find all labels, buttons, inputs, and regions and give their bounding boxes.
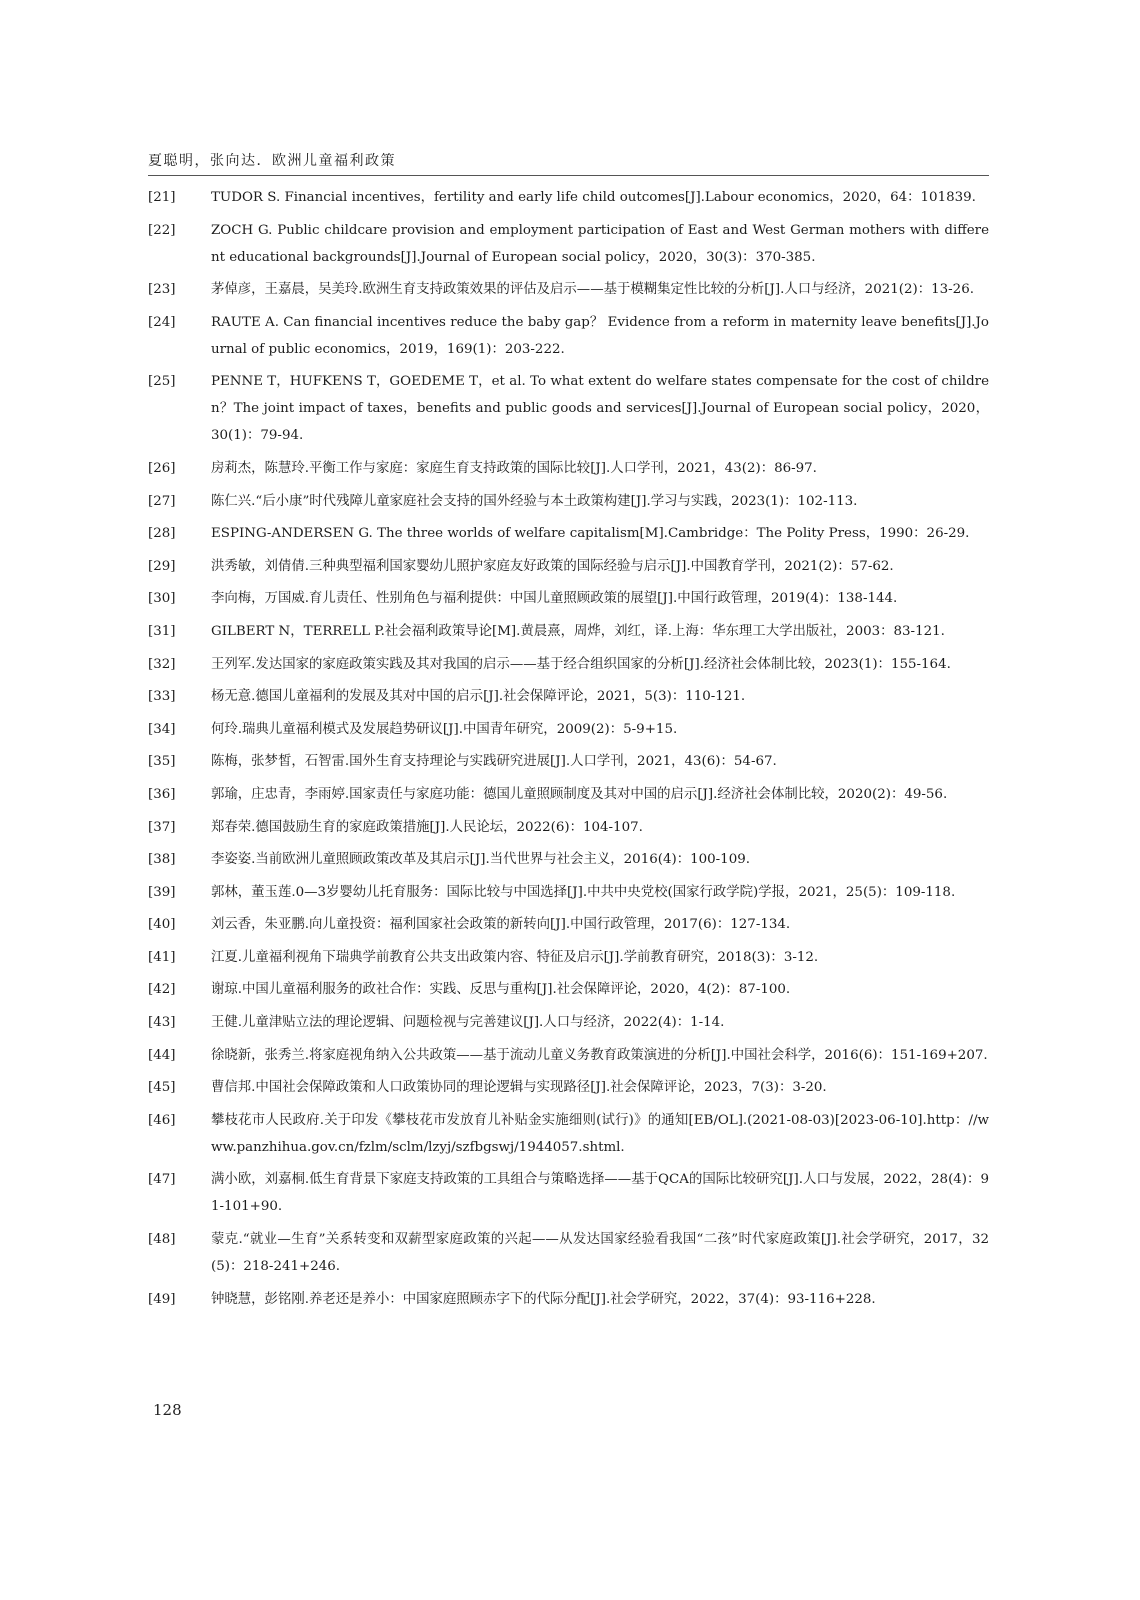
reference-item bbox=[148, 1226, 989, 1280]
reference-number: [24] bbox=[148, 314, 176, 330]
reference-number: [48] bbox=[148, 1232, 176, 1248]
reference-text: 何玲.瑞典儿童福利模式及发展趋势研议[J].中国青年研究，2009(2)：5-9+15. bbox=[211, 721, 678, 737]
reference-item bbox=[148, 368, 989, 449]
reference-number: [34] bbox=[148, 721, 176, 737]
reference-number: [27] bbox=[148, 493, 176, 509]
reference-item bbox=[148, 520, 989, 547]
reference-number: [47] bbox=[148, 1172, 176, 1188]
reference-item bbox=[148, 1074, 989, 1101]
reference-text: ZOCH G. Public childcare provision and employment participation of East and West German mothers with different educational backgrounds[J].Journal of European social policy，2020，30(3)：370-385. bbox=[211, 222, 989, 265]
reference-number: [21] bbox=[148, 190, 176, 205]
reference-item bbox=[148, 553, 989, 580]
reference-item bbox=[148, 1107, 989, 1161]
reference-item bbox=[148, 683, 989, 710]
reference-number: [22] bbox=[148, 222, 176, 238]
reference-number: [29] bbox=[148, 558, 176, 574]
reference-text: 李向梅，万国威.育儿责任、性别角色与福利提供：中国儿童照顾政策的展望[J].中国行政管理，2019(4)：138-144. bbox=[211, 591, 898, 607]
reference-list bbox=[148, 184, 989, 1318]
reference-text: 攀枝花市人民政府.关于印发《攀枝花市发放育儿补贴金实施细则(试行)》的通知[EB/OL].(2021-08-03)[2023-06-10].http：//www.panzhihua.gov.cn/fzlm/sclm/lzyj/szfbgswj/1944057.shtml. bbox=[211, 1112, 989, 1155]
reference-number: [25] bbox=[148, 374, 176, 390]
reference-item bbox=[148, 585, 989, 612]
reference-text: 徐晓新，张秀兰.将家庭视角纳入公共政策——基于流动儿童义务教育政策演进的分析[J].中国社会科学，2016(6)：151-169+207. bbox=[211, 1047, 988, 1063]
reference-text: 蒙克.“就业—生育”关系转变和双薪型家庭政策的兴起——从发达国家经验看我国“二孩”时代家庭政策[J].社会学研究，2017，32(5)：218-241+246. bbox=[211, 1232, 989, 1275]
reference-item bbox=[148, 217, 989, 271]
reference-text: 郑春荣.德国鼓励生育的家庭政策措施[J].人民论坛，2022(6)：104-107. bbox=[211, 819, 643, 835]
reference-item bbox=[148, 184, 989, 211]
reference-number: [31] bbox=[148, 623, 176, 639]
reference-item bbox=[148, 1042, 989, 1069]
reference-number: [28] bbox=[148, 526, 176, 542]
running-header: 夏聪明，张向达．欧洲儿童福利政策 bbox=[148, 153, 396, 169]
reference-text: 杨无意.德国儿童福利的发展及其对中国的启示[J].社会保障评论，2021，5(3)：110-121. bbox=[211, 689, 746, 705]
reference-text: 谢琼.中国儿童福利服务的政社合作：实践、反思与重构[J].社会保障评论，2020，4(2)：87-100. bbox=[211, 982, 791, 998]
reference-item bbox=[148, 651, 989, 678]
header-rule bbox=[148, 175, 989, 176]
reference-item bbox=[148, 488, 989, 515]
reference-number: [46] bbox=[148, 1112, 176, 1128]
reference-number: [26] bbox=[148, 460, 176, 476]
reference-item bbox=[148, 276, 989, 303]
reference-text: ESPING-ANDERSEN G. The three worlds of welfare capitalism[M].Cambridge：The Polity Press，1990：26-29. bbox=[211, 526, 970, 542]
reference-number: [37] bbox=[148, 819, 176, 835]
reference-number: [40] bbox=[148, 917, 176, 933]
reference-number: [41] bbox=[148, 949, 176, 965]
reference-text: 王列军.发达国家的家庭政策实践及其对我国的启示——基于经合组织国家的分析[J].经济社会体制比较，2023(1)：155-164. bbox=[211, 656, 951, 672]
reference-item bbox=[148, 716, 989, 743]
reference-text: TUDOR S. Financial incentives，fertility and early life child outcomes[J].Labour economics，2020，64：101839. bbox=[211, 190, 976, 205]
page-number: 128 bbox=[153, 1401, 182, 1419]
reference-item bbox=[148, 846, 989, 873]
reference-number: [39] bbox=[148, 884, 176, 900]
reference-number: [33] bbox=[148, 689, 176, 705]
reference-number: [36] bbox=[148, 786, 176, 802]
reference-number: [44] bbox=[148, 1047, 176, 1063]
reference-item bbox=[148, 976, 989, 1003]
reference-text: 江夏.儿童福利视角下瑞典学前教育公共支出政策内容、特征及启示[J].学前教育研究，2018(3)：3-12. bbox=[211, 949, 819, 965]
reference-item bbox=[148, 618, 989, 645]
reference-text: 茅倬彦，王嘉晨，吴美玲.欧洲生育支持政策效果的评估及启示——基于模糊集定性比较的分析[J].人口与经济，2021(2)：13-26. bbox=[211, 282, 974, 298]
reference-text: 曹信邦.中国社会保障政策和人口政策协同的理论逻辑与实现路径[J].社会保障评论，2023，7(3)：3-20. bbox=[211, 1080, 827, 1096]
reference-text: 陈梅，张梦皙，石智雷.国外生育支持理论与实践研究进展[J].人口学刊，2021，43(6)：54-67. bbox=[211, 754, 777, 770]
reference-text: 房莉杰，陈慧玲.平衡工作与家庭：家庭生育支持政策的国际比较[J].人口学刊，2021，43(2)：86-97. bbox=[211, 460, 817, 476]
reference-item bbox=[148, 944, 989, 971]
reference-text: 郭瑜，庄忠青，李雨婷.国家责任与家庭功能：德国儿童照顾制度及其对中国的启示[J].经济社会体制比较，2020(2)：49-56. bbox=[211, 786, 948, 802]
reference-text: 郭林，董玉莲.0—3岁婴幼儿托育服务：国际比较与中国选择[J].中共中央党校(国家行政学院)学报，2021，25(5)：109-118. bbox=[211, 884, 956, 900]
reference-item bbox=[148, 1009, 989, 1036]
reference-text: 洪秀敏，刘倩倩.三种典型福利国家婴幼儿照护家庭友好政策的国际经验与启示[J].中国教育学刊，2021(2)：57-62. bbox=[211, 558, 894, 574]
reference-text: PENNE T，HUFKENS T，GOEDEME T，et al. To what extent do welfare states compensate for the cost of children？The joint impact of taxes，benefits and public goods and services[J].Journal of European social policy，2020，30(1)：79-94. bbox=[211, 374, 989, 444]
reference-item bbox=[148, 1286, 989, 1313]
reference-item bbox=[148, 455, 989, 482]
reference-text: GILBERT N，TERRELL P.社会福利政策导论[M].黄晨熹，周烨，刘红，译.上海：华东理工大学出版社，2003：83-121. bbox=[211, 623, 945, 639]
reference-number: [43] bbox=[148, 1015, 176, 1031]
reference-text: 李姿姿.当前欧洲儿童照顾政策改革及其启示[J].当代世界与社会主义，2016(4)：100-109. bbox=[211, 852, 750, 868]
reference-item bbox=[148, 309, 989, 363]
reference-number: [42] bbox=[148, 982, 176, 998]
reference-number: [38] bbox=[148, 852, 176, 868]
reference-text: 陈仁兴.“后小康”时代残障儿童家庭社会支持的国外经验与本土政策构建[J].学习与实践，2023(1)：102-113. bbox=[211, 493, 858, 509]
reference-text: 王健.儿童津贴立法的理论逻辑、问题检视与完善建议[J].人口与经济，2022(4)：1-14. bbox=[211, 1015, 725, 1031]
reference-number: [32] bbox=[148, 656, 176, 672]
reference-number: [35] bbox=[148, 754, 176, 770]
reference-text: 满小欧，刘嘉桐.低生育背景下家庭支持政策的工具组合与策略选择——基于QCA的国际比较研究[J].人口与发展，2022，28(4)：91-101+90. bbox=[211, 1172, 989, 1215]
reference-item bbox=[148, 879, 989, 906]
reference-item bbox=[148, 814, 989, 841]
reference-text: RAUTE A. Can financial incentives reduce the baby gap？ Evidence from a reform in maternity leave benefits[J].Journal of public economics，2019，169(1)：203-222. bbox=[211, 314, 989, 357]
reference-item bbox=[148, 781, 989, 808]
reference-item bbox=[148, 748, 989, 775]
reference-text: 刘云香，朱亚鹏.向儿童投资：福利国家社会政策的新转向[J].中国行政管理，2017(6)：127-134. bbox=[211, 917, 791, 933]
reference-item bbox=[148, 1166, 989, 1220]
reference-number: [23] bbox=[148, 282, 176, 298]
reference-item bbox=[148, 911, 989, 938]
reference-number: [45] bbox=[148, 1080, 176, 1096]
reference-number: [30] bbox=[148, 591, 176, 607]
reference-text: 钟晓慧，彭铭刚.养老还是养小：中国家庭照顾赤字下的代际分配[J].社会学研究，2022，37(4)：93-116+228. bbox=[211, 1291, 876, 1307]
reference-number: [49] bbox=[148, 1291, 176, 1307]
